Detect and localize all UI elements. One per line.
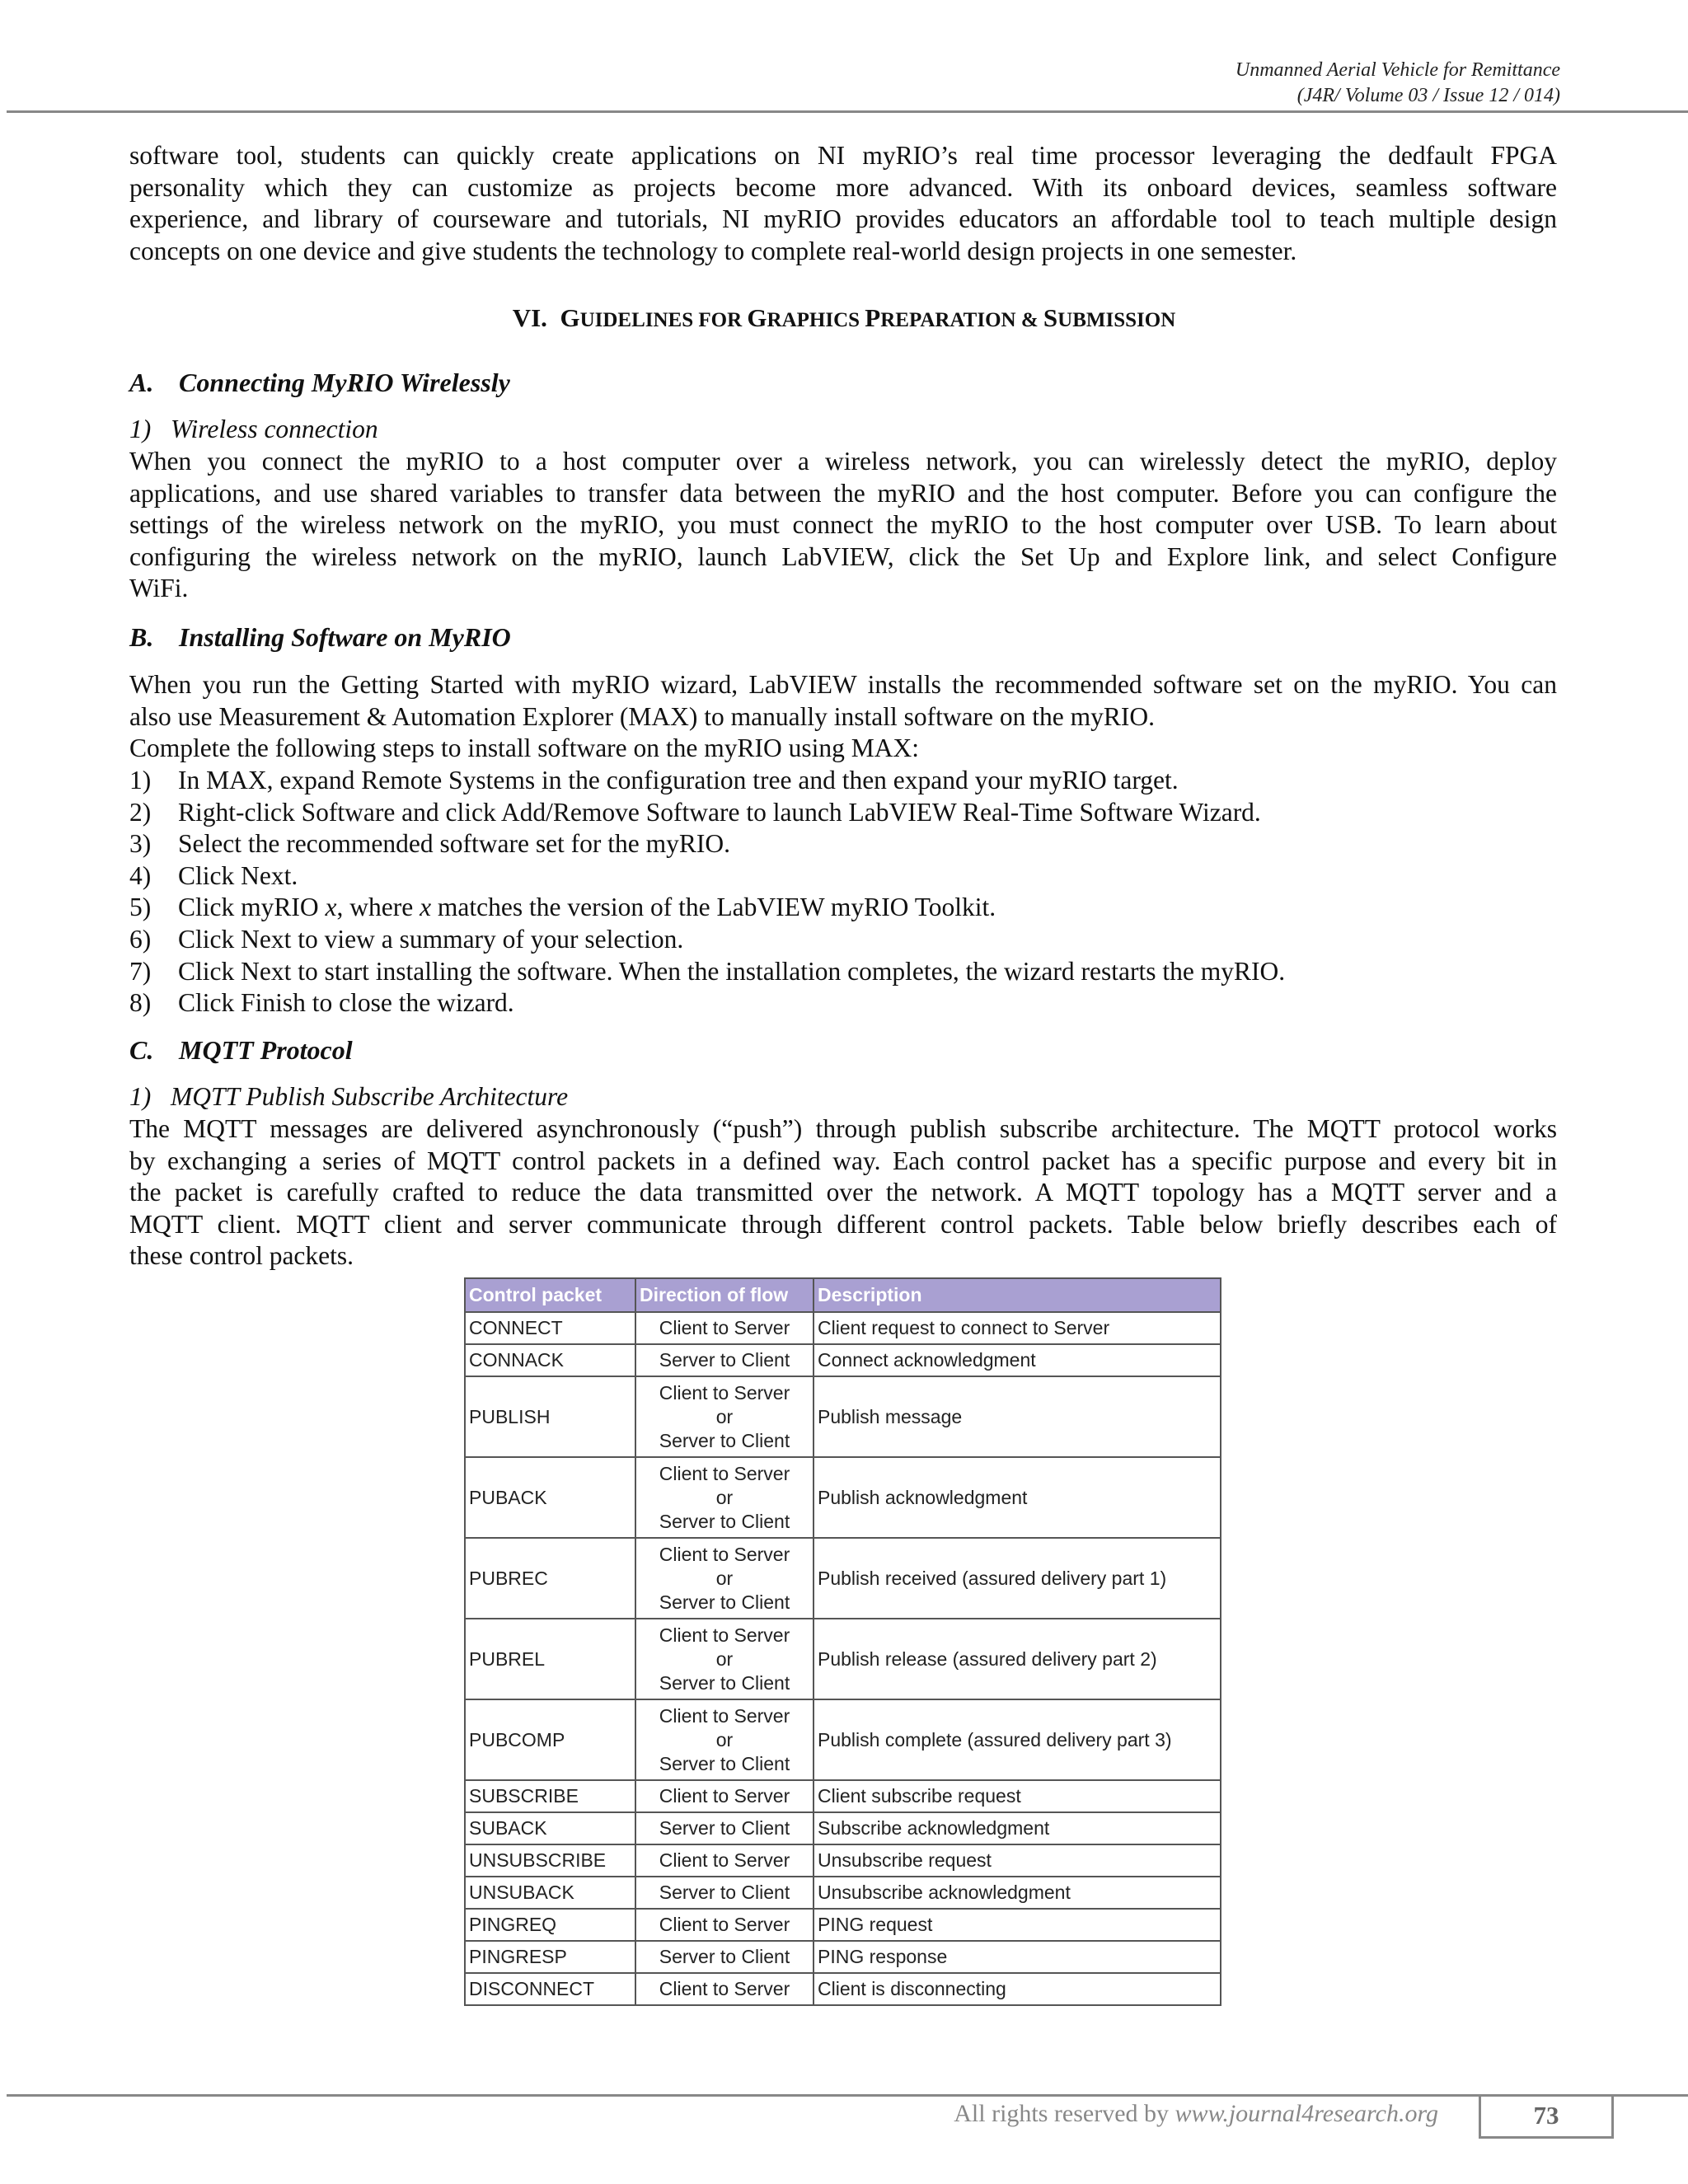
- direction-line: Client to Server: [659, 1704, 790, 1727]
- list-item: [129, 892, 1285, 924]
- step-text: Click Next to start installing the software. When the installation completes, the wizard restarts the myRIO.: [178, 956, 1286, 986]
- direction-line: or: [715, 1567, 734, 1589]
- table-row: [465, 1538, 1221, 1619]
- install-line: Complete the following steps to install software on the myRIO using MAX:: [129, 733, 920, 763]
- header-direction: Direction of flow: [635, 1278, 814, 1312]
- step-number: 1): [129, 766, 152, 794]
- cell-description: Unsubscribe request: [814, 1844, 1221, 1877]
- intro-paragraph: [129, 140, 1557, 299]
- cell-packet: PINGRESP: [465, 1941, 635, 1973]
- section-title-g2: G: [747, 303, 767, 332]
- cell-direction: [635, 1538, 814, 1619]
- cell-description: Client is disconnecting: [814, 1973, 1221, 2005]
- list-item: [129, 797, 1285, 829]
- table-row: [465, 1941, 1221, 1973]
- cell-packet: SUBSCRIBE: [465, 1780, 635, 1812]
- direction-line: Client to Server: [659, 1914, 790, 1935]
- section-number: VI.: [512, 303, 547, 332]
- direction-line: or: [715, 1728, 734, 1750]
- step-text: Right-click Software and click Add/Remove Software to launch LabVIEW Real-Time Software Wizard.: [178, 797, 1261, 827]
- subsection-c-title: MQTT Protocol: [179, 1035, 353, 1065]
- intro-line: software tool, students can quickly create applications on NI myRIO’s real time processor leveraging the dedfault FPGA: [129, 141, 1557, 170]
- footer-rule: [7, 2094, 1611, 2097]
- cell-packet: CONNECT: [465, 1312, 635, 1344]
- cell-packet: PUBLISH: [465, 1376, 635, 1457]
- list-item: [129, 956, 1285, 988]
- list-item: [129, 765, 1285, 797]
- step-text: Select the recommended software set for the myRIO.: [178, 829, 731, 859]
- list-item: [129, 828, 1285, 860]
- section-title-s: S: [1043, 303, 1058, 332]
- cell-description: Connect acknowledgment: [814, 1344, 1221, 1376]
- step-var: x: [325, 893, 337, 922]
- cell-packet: UNSUBSCRIBE: [465, 1844, 635, 1877]
- direction-line: Server to Client: [659, 1429, 790, 1451]
- direction-line: Server to Client: [659, 1752, 790, 1774]
- footer-rights-text: All rights reserved by: [954, 2100, 1175, 2127]
- table-row: [465, 1844, 1221, 1877]
- cell-description: PING request: [814, 1909, 1221, 1941]
- cell-direction: [635, 1699, 814, 1780]
- install-line: When you run the Getting Started with myRIO wizard, LabVIEW installs the recommended software set on the myRIO. You can: [129, 670, 1557, 699]
- direction-line: Server to Client: [659, 1882, 790, 1903]
- cell-description: Publish message: [814, 1376, 1221, 1457]
- direction-line: Client to Server: [659, 1849, 790, 1871]
- running-header: [1236, 58, 1560, 109]
- cell-packet: PUBREC: [465, 1538, 635, 1619]
- step-var: x: [420, 893, 432, 922]
- direction-line: Server to Client: [659, 1671, 790, 1694]
- header-issue: (J4R/ Volume 03 / Issue 12 / 014): [1296, 85, 1560, 106]
- section-title: [0, 303, 1688, 333]
- cell-packet: SUBACK: [465, 1812, 635, 1844]
- control-packet-table: [464, 1277, 1221, 2006]
- mqtt-line: The MQTT messages are delivered asynchronously (“push”) through publish subscribe architecture. The MQTT protocol works: [129, 1114, 1557, 1143]
- footer-rule-end: [1611, 2094, 1688, 2097]
- direction-line: Server to Client: [659, 1510, 790, 1532]
- intro-line: personality which they can customize as projects become more advanced. With its onboard devices, seamless software: [129, 172, 1557, 202]
- cell-direction: [635, 1376, 814, 1457]
- direction-line: Server to Client: [659, 1817, 790, 1839]
- table-row: [465, 1619, 1221, 1699]
- direction-line: Server to Client: [659, 1946, 790, 1967]
- subsection-c-num: C.: [129, 1035, 154, 1065]
- cell-packet: CONNACK: [465, 1344, 635, 1376]
- direction-line: Client to Server: [659, 1462, 790, 1484]
- step-text: matches the version of the LabVIEW myRIO Toolkit.: [431, 893, 996, 922]
- subsection-a1-heading: [129, 415, 378, 444]
- header-rule: [7, 110, 1688, 113]
- mqtt-line: by exchanging a series of MQTT control packets in a defined way. Each control packet has a specific purpose and every bit in: [129, 1146, 1557, 1175]
- subsection-a-heading: [129, 368, 510, 398]
- wireless-line: applications, and use shared variables to transfer data between the myRIO and the host computer. Before you can configure the: [129, 478, 1557, 508]
- step-number: 6): [129, 924, 152, 954]
- table-row: [465, 1812, 1221, 1844]
- cell-description: Publish received (assured delivery part 1): [814, 1538, 1221, 1619]
- page-number-box: [1479, 2094, 1614, 2139]
- cell-description: Subscribe acknowledgment: [814, 1812, 1221, 1844]
- subsection-b-title: Installing Software on MyRIO: [179, 622, 511, 652]
- wireless-line: WiFi.: [129, 574, 189, 603]
- footer-rights: [954, 2100, 1438, 2128]
- wireless-line: settings of the wireless network on the myRIO, you must connect the myRIO to the host computer over USB. To learn about: [129, 510, 1557, 540]
- step-text: Click Finish to close the wizard.: [178, 988, 514, 1018]
- mqtt-paragraph: [129, 1113, 1557, 1272]
- mqtt-line: these control packets.: [129, 1241, 354, 1271]
- step-text: , where: [336, 893, 420, 922]
- wireless-paragraph: [129, 446, 1557, 637]
- cell-packet: PUBACK: [465, 1457, 635, 1538]
- table-header-row: [465, 1278, 1221, 1312]
- direction-line: Client to Server: [659, 1978, 790, 1999]
- subsection-c1-heading: [129, 1082, 568, 1112]
- step-text: Click myRIO: [178, 893, 326, 922]
- cell-description: Client request to connect to Server: [814, 1312, 1221, 1344]
- subsection-a1-num: 1): [129, 415, 152, 443]
- table-row: [465, 1909, 1221, 1941]
- direction-line: Server to Client: [659, 1591, 790, 1613]
- list-item: [129, 860, 1285, 893]
- step-text: Click Next.: [178, 860, 298, 890]
- subsection-c1-title: MQTT Publish Subscribe Architecture: [171, 1082, 569, 1111]
- subsection-c1-num: 1): [129, 1082, 152, 1111]
- cell-direction: [635, 1941, 814, 1973]
- table-row: [465, 1973, 1221, 2005]
- intro-line: experience, and library of courseware and tutorials, NI myRIO provides educators an affordable tool to teach multiple design: [129, 204, 1557, 234]
- cell-packet: PUBCOMP: [465, 1699, 635, 1780]
- table-row: [465, 1699, 1221, 1780]
- list-item: [129, 987, 1285, 1019]
- list-item: [129, 924, 1285, 956]
- direction-line: or: [715, 1486, 734, 1508]
- install-steps: [129, 765, 1285, 1019]
- wireless-line: configuring the wireless network on the myRIO, launch LabVIEW, click the Set Up and Explore link, and select Configure: [129, 541, 1557, 571]
- cell-direction: [635, 1457, 814, 1538]
- intro-line: concepts on one device and give students the technology to complete real-world design projects in one semester.: [129, 236, 1297, 265]
- cell-direction: [635, 1909, 814, 1941]
- cell-description: PING response: [814, 1941, 1221, 1973]
- wireless-line: When you connect the myRIO to a host computer over a wireless network, you can wirelessly detect the myRIO, deploy: [129, 447, 1557, 476]
- direction-line: Client to Server: [659, 1317, 790, 1338]
- step-text: In MAX, expand Remote Systems in the configuration tree and then expand your myRIO target.: [178, 766, 1179, 794]
- step-number: 8): [129, 988, 152, 1018]
- section-title-part: RAPHICS: [767, 309, 865, 331]
- section-title-p: P: [865, 303, 881, 332]
- header-description: Description: [814, 1278, 1221, 1312]
- direction-line: Server to Client: [659, 1349, 790, 1371]
- cell-direction: [635, 1973, 814, 2005]
- cell-packet: PINGREQ: [465, 1909, 635, 1941]
- table-row: [465, 1780, 1221, 1812]
- table-row: [465, 1457, 1221, 1538]
- cell-description: Unsubscribe acknowledgment: [814, 1877, 1221, 1909]
- cell-direction: [635, 1344, 814, 1376]
- table-row: [465, 1312, 1221, 1344]
- section-title-part: REPARATION &: [880, 309, 1043, 331]
- section-title-part: UBMISSION: [1057, 309, 1176, 331]
- direction-line: or: [715, 1647, 734, 1670]
- mqtt-line: the packet is carefully crafted to reduce the data transmitted over the network. A MQTT topology has a MQTT server and a: [129, 1178, 1557, 1207]
- direction-line: or: [715, 1405, 734, 1427]
- cell-direction: [635, 1844, 814, 1877]
- direction-line: Client to Server: [659, 1785, 790, 1807]
- header-control-packet: Control packet: [465, 1278, 635, 1312]
- step-number: 4): [129, 860, 152, 890]
- cell-description: Publish acknowledgment: [814, 1457, 1221, 1538]
- section-title-g: G: [560, 303, 580, 332]
- cell-description: Publish release (assured delivery part 2): [814, 1619, 1221, 1699]
- cell-direction: [635, 1877, 814, 1909]
- cell-direction: [635, 1312, 814, 1344]
- subsection-a1-title: Wireless connection: [171, 415, 378, 443]
- step-number: 5): [129, 893, 152, 922]
- cell-direction: [635, 1619, 814, 1699]
- section-title-part: UIDELINES FOR: [579, 309, 748, 331]
- subsection-b-num: B.: [129, 622, 154, 652]
- cell-packet: DISCONNECT: [465, 1973, 635, 2005]
- cell-direction: [635, 1812, 814, 1844]
- direction-line: Client to Server: [659, 1543, 790, 1565]
- cell-description: Client subscribe request: [814, 1780, 1221, 1812]
- cell-packet: UNSUBACK: [465, 1877, 635, 1909]
- step-number: 2): [129, 797, 152, 827]
- table-body: [465, 1312, 1221, 2005]
- install-line: also use Measurement & Automation Explorer (MAX) to manually install software on the myRIO.: [129, 701, 1156, 731]
- step-text: Click Next to view a summary of your selection.: [178, 924, 684, 954]
- subsection-a-title: Connecting MyRIO Wirelessly: [179, 368, 510, 397]
- subsection-c-heading: [129, 1035, 353, 1066]
- table-row: [465, 1376, 1221, 1457]
- page-number: 73: [1533, 2101, 1559, 2130]
- header-title: Unmanned Aerial Vehicle for Remittance: [1235, 59, 1560, 81]
- direction-line: Client to Server: [659, 1624, 790, 1646]
- table-row: [465, 1344, 1221, 1376]
- subsection-a-num: A.: [129, 368, 154, 397]
- cell-direction: [635, 1780, 814, 1812]
- footer-site: www.journal4research.org: [1175, 2100, 1438, 2127]
- mqtt-packet-table: [464, 1277, 1221, 2006]
- direction-line: Client to Server: [659, 1381, 790, 1404]
- subsection-b-heading: [129, 622, 511, 653]
- cell-packet: PUBREL: [465, 1619, 635, 1699]
- step-number: 3): [129, 829, 152, 859]
- mqtt-line: MQTT client. MQTT client and server communicate through different control packets. Table below briefly describes each of: [129, 1209, 1557, 1239]
- cell-description: Publish complete (assured delivery part 3): [814, 1699, 1221, 1780]
- table-row: [465, 1877, 1221, 1909]
- step-number: 7): [129, 956, 152, 986]
